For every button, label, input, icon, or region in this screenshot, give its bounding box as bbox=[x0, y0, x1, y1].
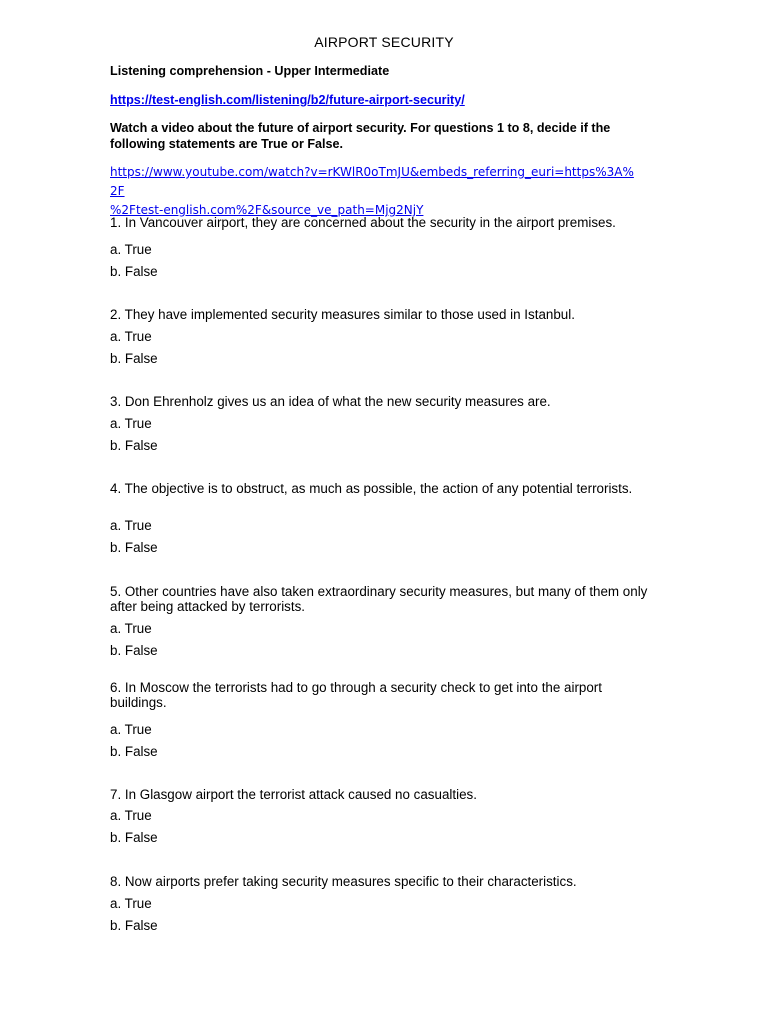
question-6-option-b: b. False bbox=[110, 744, 158, 759]
question-2-text: 2. They have implemented security measures similar to those used in Istanbul. bbox=[110, 307, 575, 322]
question-5-option-b: b. False bbox=[110, 643, 158, 658]
question-4-option-b: b. False bbox=[110, 540, 158, 555]
question-8-option-b: b. False bbox=[110, 918, 158, 933]
question-2-option-a: a. True bbox=[110, 329, 152, 344]
question-3-option-b: b. False bbox=[110, 438, 158, 453]
question-5-option-a: a. True bbox=[110, 621, 152, 636]
test-english-link[interactable]: https://test-english.com/listening/b2/future-airport-security/ bbox=[110, 93, 465, 107]
question-6-text: 6. In Moscow the terrorists had to go through a security check to get into the airport buildings. bbox=[110, 680, 602, 710]
question-1-option-b: b. False bbox=[110, 264, 158, 279]
question-5-text: 5. Other countries have also taken extraordinary security measures, but many of them only after being attacked by terrorists. bbox=[110, 584, 648, 614]
question-1-text: 1. In Vancouver airport, they are concerned about the security in the airport premises. bbox=[110, 215, 616, 230]
instructions-text: Watch a video about the future of airport security. For questions 1 to 8, decide if the following statements are True or False. bbox=[110, 121, 611, 151]
question-8-option-a: a. True bbox=[110, 896, 152, 911]
question-3-text: 3. Don Ehrenholz gives us an idea of what the new security measures are. bbox=[110, 394, 551, 409]
question-1-option-a: a. True bbox=[110, 242, 152, 257]
question-6-option-a: a. True bbox=[110, 722, 152, 737]
question-4-text: 4. The objective is to obstruct, as much as possible, the action of any potential terrorists. bbox=[110, 481, 633, 496]
document-title: AIRPORT SECURITY bbox=[314, 34, 454, 50]
youtube-link[interactable] bbox=[110, 163, 640, 220]
question-3-option-a: a. True bbox=[110, 416, 152, 431]
question-2-option-b: b. False bbox=[110, 351, 158, 366]
question-4-option-a: a. True bbox=[110, 518, 152, 533]
youtube-link-line-2[interactable]: %2Ftest-english.com%2F&source_ve_path=Mjg2NjY bbox=[110, 203, 424, 217]
document-subtitle: Listening comprehension - Upper Intermediate bbox=[110, 64, 390, 78]
question-8-text: 8. Now airports prefer taking security measures specific to their characteristics. bbox=[110, 874, 577, 889]
youtube-link-line-1[interactable]: https://www.youtube.com/watch?v=rKWlR0oTmJU&embeds_referring_euri=https%3A%2F bbox=[110, 165, 634, 198]
question-7-option-b: b. False bbox=[110, 830, 158, 845]
question-7-option-a: a. True bbox=[110, 808, 152, 823]
question-7-text: 7. In Glasgow airport the terrorist attack caused no casualties. bbox=[110, 787, 477, 802]
